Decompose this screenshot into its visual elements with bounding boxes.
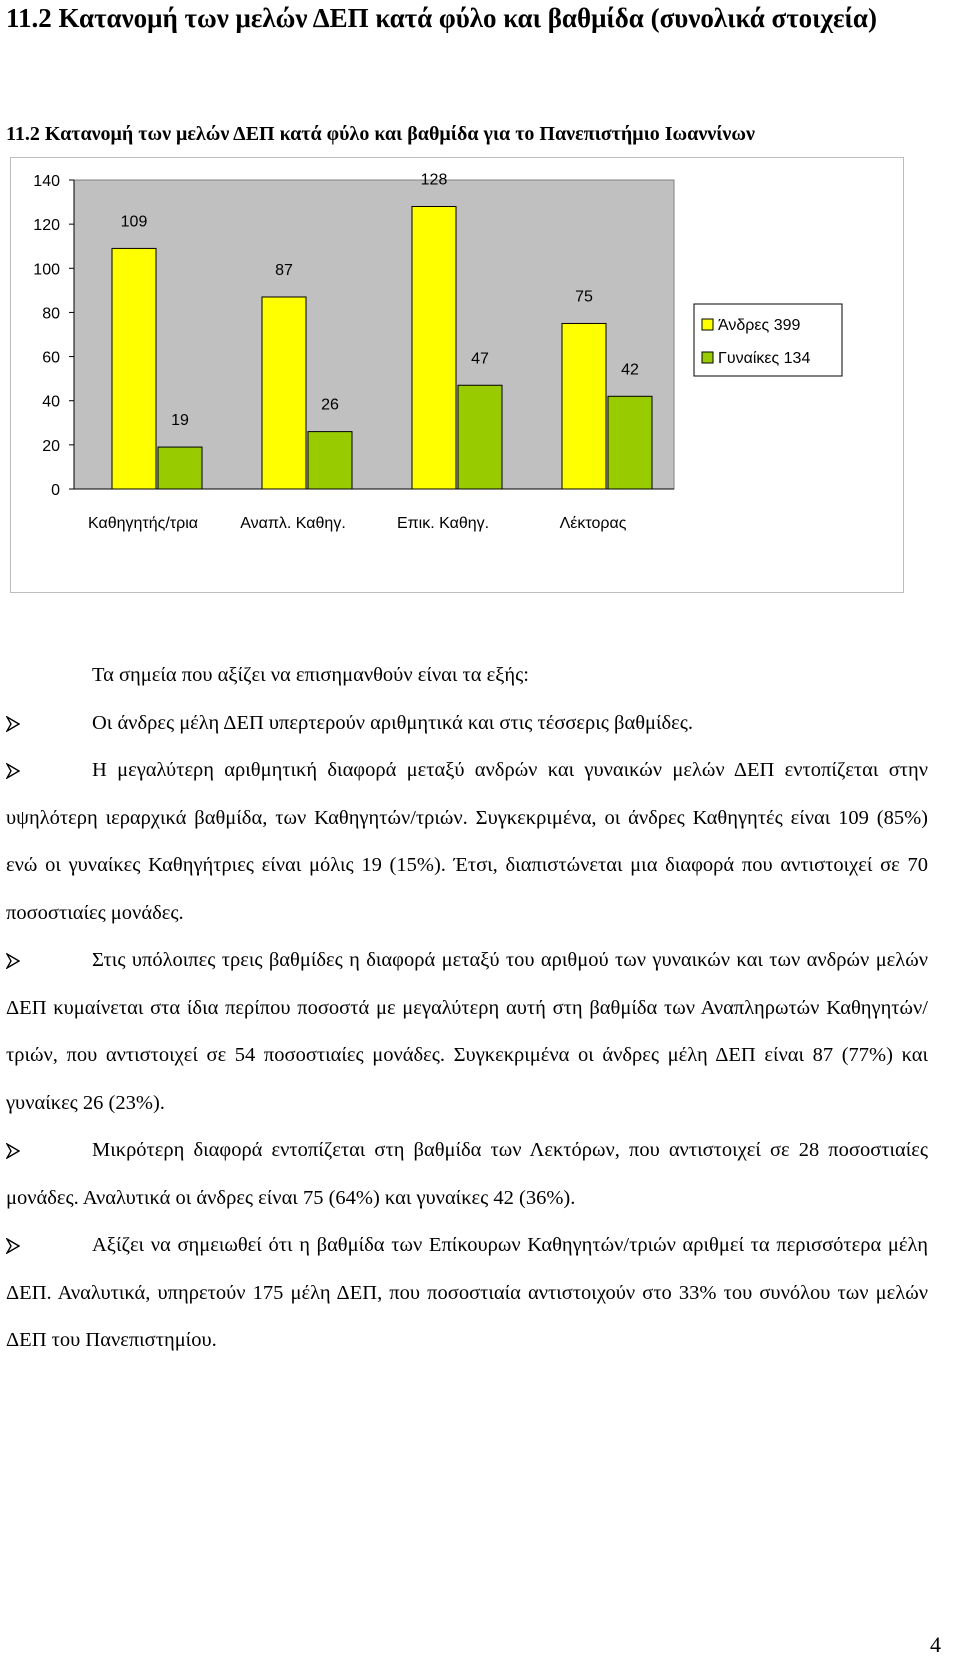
bullet-item bbox=[6, 1127, 928, 1222]
intro-paragraph: Τα σημεία που αξίζει να επισημανθούν είναι τα εξής: bbox=[92, 664, 529, 686]
bullet-text: Στις υπόλοιπες τρεις βαθμίδες η διαφορά μεταξύ του αριθμού των γυναικών και των ανδρών μελών ΔΕΠ κυμαίνεται στα ίδια περίπου ποσοστά με μεγαλύτερη αυτή στη βαθμίδα των Αναπληρωτών Καθηγητών/τριών, που αντιστοιχεί σε 54 ποσοστιαίες μονάδες. Συγκεκριμένα οι άνδρες μέλη ΔΕΠ είναι 87 (77%) και γυναίκες 26 (23%). bbox=[6, 949, 928, 1114]
arrow-bullet-icon bbox=[6, 1127, 20, 1174]
bullet-text: Η μεγαλύτερη αριθμητική διαφορά μεταξύ ανδρών και γυναικών μελών ΔΕΠ εντοπίζεται στην υψηλότερη ιεραρχικά βαθμίδα, των Καθηγητών/τριών. Συγκεκριμένα, οι άνδρες Καθηγητές είναι 109 (85%) ενώ οι γυναίκες Καθηγήτριες είναι μόλις 19 (15%). Έτσι, διαπιστώνεται μια διαφορά που αντιστοιχεί σε 70 ποσοστιαίες μονάδες. bbox=[6, 759, 928, 924]
page-number: 4 bbox=[930, 1632, 941, 1657]
y-tick-label: 120 bbox=[33, 217, 60, 235]
category-label: Καθηγητής/τρια bbox=[87, 515, 199, 532]
data-label: 26 bbox=[321, 396, 339, 414]
arrow-bullet-icon bbox=[6, 747, 20, 794]
data-label: 109 bbox=[120, 213, 148, 231]
arrow-bullet-icon bbox=[6, 1222, 20, 1269]
legend-swatch bbox=[702, 319, 713, 330]
bullet-item bbox=[6, 747, 928, 937]
bullet-text: Μικρότερη διαφορά εντοπίζεται στη βαθμίδα των Λεκτόρων, που αντιστοιχεί σε 28 ποσοστιαίες μονάδες. Αναλυτικά οι άνδρες είναι 75 (64%) και γυναίκες 42 (36%). bbox=[6, 1139, 928, 1209]
data-label: 42 bbox=[621, 361, 639, 379]
legend-label: Άνδρες 399 bbox=[718, 317, 801, 334]
category-label: Αναπλ. Καθηγ. bbox=[240, 515, 346, 532]
bar bbox=[458, 385, 502, 489]
bullet-item bbox=[6, 1222, 928, 1365]
bullet-item bbox=[6, 700, 928, 748]
category-label: Επικ. Καθηγ. bbox=[396, 515, 490, 532]
data-label: 128 bbox=[420, 171, 448, 189]
bar-chart bbox=[10, 157, 904, 593]
bullet-text: Οι άνδρες μέλη ΔΕΠ υπερτερούν αριθμητικά και στις τέσσερις βαθμίδες. bbox=[92, 711, 694, 734]
bullet-text: Αξίζει να σημειωθεί ότι η βαθμίδα των Επίκουρων Καθηγητών/τριών αριθμεί τα περισσότερα μέλη ΔΕΠ. Αναλυτικά, υπηρετούν 175 μέλη ΔΕΠ, που ποσοστιαία αντιστοιχούν στο 33% του συνόλου των μελών ΔΕΠ του Πανεπιστημίου. bbox=[6, 1234, 928, 1351]
chart-canvas bbox=[11, 158, 903, 592]
y-tick-label: 100 bbox=[33, 261, 60, 279]
bar bbox=[158, 447, 202, 489]
data-label: 47 bbox=[471, 350, 489, 368]
bullet-list bbox=[6, 700, 928, 1365]
legend-swatch bbox=[702, 352, 713, 363]
y-tick-label: 60 bbox=[42, 349, 60, 367]
bar bbox=[412, 206, 456, 489]
data-label: 75 bbox=[575, 288, 593, 306]
y-tick-label: 140 bbox=[33, 173, 60, 190]
body-text bbox=[6, 652, 928, 1365]
legend-label: Γυναίκες 134 bbox=[718, 350, 811, 367]
chart-caption: 11.2 Κατανομή των μελών ΔΕΠ κατά φύλο και βαθμίδα για το Πανεπιστήμιο Ιωαννίνων bbox=[6, 123, 755, 145]
y-tick-label: 80 bbox=[42, 305, 60, 323]
category-label: Λέκτορας bbox=[559, 515, 627, 532]
data-label: 19 bbox=[171, 412, 189, 430]
data-label: 87 bbox=[275, 261, 293, 279]
bar bbox=[608, 396, 652, 489]
bar bbox=[562, 323, 606, 489]
bullet-item bbox=[6, 937, 928, 1127]
bar bbox=[262, 297, 306, 489]
y-tick-label: 40 bbox=[42, 393, 60, 411]
section-heading: 11.2 Κατανομή των μελών ΔΕΠ κατά φύλο και βαθμίδα (συνολικά στοιχεία) bbox=[6, 3, 877, 33]
bar bbox=[112, 248, 156, 489]
arrow-bullet-icon bbox=[6, 937, 20, 984]
y-tick-label: 0 bbox=[51, 482, 60, 499]
arrow-bullet-icon bbox=[6, 700, 20, 747]
bar bbox=[308, 432, 352, 489]
y-tick-label: 20 bbox=[42, 437, 60, 455]
